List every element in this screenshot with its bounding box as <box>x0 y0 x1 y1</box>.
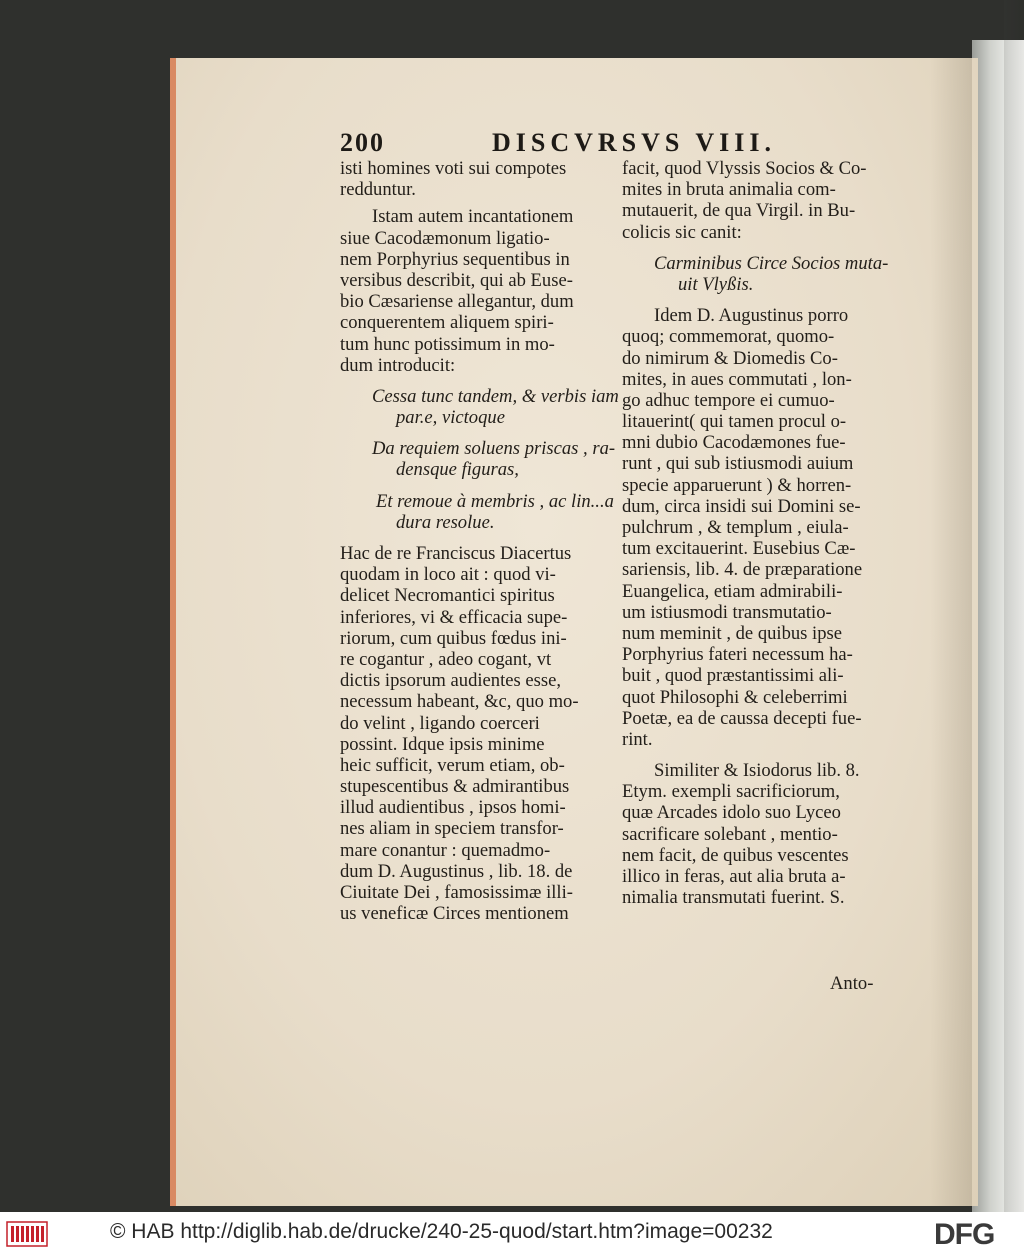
text-line: Hac de re Franciscus Diacertus <box>340 543 572 564</box>
text-line: redduntur. <box>340 179 416 201</box>
text-line: siue Cacodæmonum ligatio- <box>340 227 550 249</box>
text-line: buit , quod præstantissimi ali- <box>622 665 844 687</box>
catchword: Anto- <box>830 973 874 994</box>
text-line: pulchrum , & templum , eiula- <box>622 517 849 538</box>
text-line: nem Porphyrius sequentibus in <box>340 248 570 270</box>
text-line: nem facit, de quibus vescentes <box>622 844 849 866</box>
text-line: mare conantur : quemadmo- <box>340 839 551 861</box>
text-line: dictis ipsorum audientes esse, <box>340 670 562 692</box>
text-line: tum excitauerint. Eusebius Cæ- <box>622 538 856 560</box>
page-number: 200 <box>340 128 385 157</box>
hab-logo-icon <box>6 1220 48 1248</box>
text-line: dum D. Augustinus , lib. 18. de <box>340 860 573 882</box>
verse-line: dura resolue. <box>396 511 495 533</box>
text-line: Similiter & Isiodorus lib. 8. <box>654 760 860 782</box>
text-line: isti homines voti sui compotes <box>340 158 567 179</box>
text-line: mutauerit, de qua Virgil. in Bu- <box>622 200 856 222</box>
right-text-column <box>622 158 889 909</box>
text-line: necessum habeant, &c, quo mo- <box>340 691 579 713</box>
text-line: dum, circa insidi sui Domini se- <box>622 495 861 517</box>
text-line: re cogantur , adeo cogant, vt <box>340 648 552 670</box>
verse-line: Et remoue à membris , ac lin...a <box>376 490 614 512</box>
text-line: facit, quod Vlyssis Socios & Co- <box>622 158 867 179</box>
text-line: go adhuc tempore ei cumuo- <box>622 389 835 411</box>
text-line: riorum, cum quibus fœdus ini- <box>340 627 567 649</box>
text-line: illud audientibus , ipsos homi- <box>340 797 566 819</box>
text-line: dum introducit: <box>340 354 456 376</box>
text-line: nimalia transmutati fuerint. S. <box>622 887 845 909</box>
text-line: sariensis, lib. 4. de præparatione <box>622 559 863 581</box>
text-line: Euangelica, etiam admirabili- <box>622 580 843 602</box>
text-line: us veneficæ Circes mentionem <box>340 903 569 925</box>
text-line: um istiusmodi transmutatio- <box>622 601 832 623</box>
text-line: nes aliam in speciem transfor- <box>340 818 564 840</box>
text-line: specie apparuerunt ) & horren- <box>622 474 852 496</box>
text-line: inferiores, vi & efficacia supe- <box>340 606 568 628</box>
text-line: quodam in loco ait : quod vi- <box>340 564 556 586</box>
dfg-logo: DFG <box>934 1218 995 1251</box>
text-line: mni dubio Cacodæmones fue- <box>622 432 846 454</box>
book-edge-shadow <box>1004 0 1024 1212</box>
viewer-footer <box>0 1212 1024 1255</box>
running-head: DISCVRSVS VIII. <box>492 128 777 157</box>
text-line: do velint , ligando coerceri <box>340 712 540 734</box>
verse-line: Cessa tunc tandem, & verbis iam <box>372 385 619 407</box>
text-line: mites in bruta animalia com- <box>622 179 836 201</box>
text-line: do nimirum & Diomedis Co- <box>622 347 838 369</box>
text-line: Idem D. Augustinus porro <box>654 305 849 327</box>
verse-line: densque figuras, <box>396 459 519 481</box>
text-line: Poetæ, ea de caussa decepti fue- <box>622 707 862 729</box>
text-line: Porphyrius fateri necessum ha- <box>622 644 853 666</box>
text-line: quoq; commemorat, quomo- <box>622 326 835 348</box>
text-line: litauerint( qui tamen procul o- <box>622 411 847 433</box>
text-line: possint. Idque ipsis minime <box>340 733 545 755</box>
text-line: stupescentibus & admirantibus <box>340 776 570 798</box>
left-text-column <box>340 158 619 925</box>
text-line: delicet Necromantici spiritus <box>340 585 555 607</box>
text-line: sacrificare solebant , mentio- <box>622 823 838 845</box>
text-line: illico in feras, aut alia bruta a- <box>622 866 846 887</box>
verse-line: uit Vlyßis. <box>678 273 754 295</box>
text-line: Etym. exempli sacrificiorum, <box>622 781 840 803</box>
text-line: conquerentem aliquem spiri- <box>340 312 554 334</box>
text-line: runt , qui sub istiusmodi auium <box>622 453 854 475</box>
page-gutter-shadow <box>930 58 972 1206</box>
text-line: quæ Arcades idolo suo Lyceo <box>622 802 841 824</box>
text-line: mites, in aues commutati , lon- <box>622 368 852 390</box>
verse-line: Da requiem soluens priscas , ra- <box>372 438 616 460</box>
text-line: versibus describit, qui ab Euse- <box>340 269 573 291</box>
text-line: Ciuitate Dei , famosissimæ illi- <box>340 882 573 903</box>
text-line: colicis sic canit: <box>622 221 742 243</box>
text-line: rint. <box>622 728 653 750</box>
verse-line: par.e, victoque <box>396 407 505 429</box>
text-line: num meminit , de quibus ipse <box>622 622 843 644</box>
text-line: quot Philosophi & celeberrimi <box>622 686 848 708</box>
text-line: Istam autem incantationem <box>372 206 574 228</box>
text-line: bio Cæsariense allegantur, dum <box>340 291 574 313</box>
verse-line: Carminibus Circe Socios muta- <box>654 252 889 274</box>
copyright-url[interactable]: © HAB http://diglib.hab.de/drucke/240-25-quod/start.htm?image=00232 <box>110 1220 773 1243</box>
text-line: tum hunc potissimum in mo- <box>340 333 555 355</box>
text-line: heic sufficit, verum etiam, ob- <box>340 754 565 776</box>
